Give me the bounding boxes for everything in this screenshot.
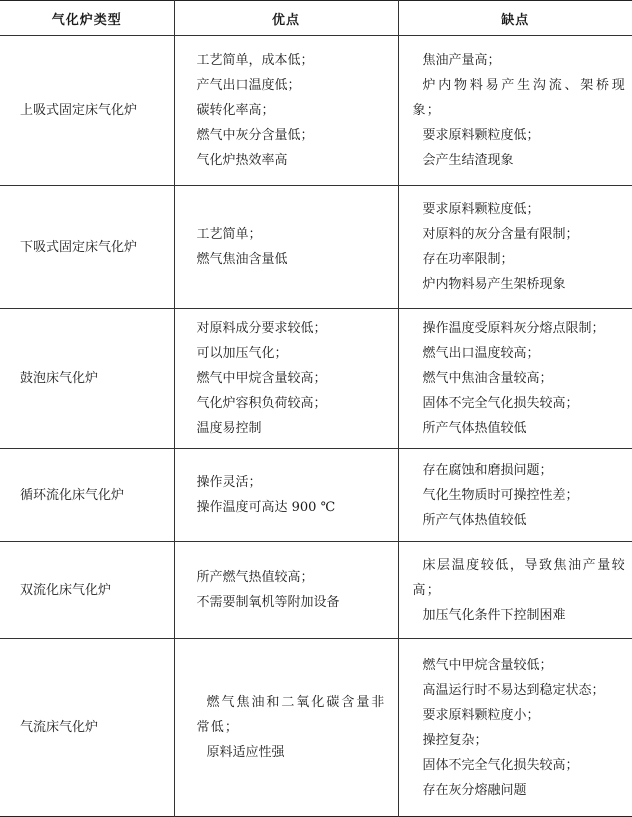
- cons-item: 存在功率限制；: [422, 252, 514, 267]
- pros-item: 产气出口温度低；: [196, 78, 301, 93]
- pros-item: 燃气中灰分含量低；: [196, 128, 314, 143]
- cons-item: 要求原料颗粒度小；: [422, 707, 540, 723]
- table-row: [0, 309, 632, 449]
- pros-item: 温度易控制: [196, 421, 262, 436]
- gasifier-type: 上吸式固定床气化炉: [0, 36, 174, 186]
- cons-item: 所产气体热值较低: [422, 512, 527, 528]
- header-cons: 缺点: [398, 1, 632, 36]
- pros-item: 所产燃气热值较高；: [196, 570, 314, 585]
- cons-cell: [398, 186, 632, 309]
- pros-item: 气化炉容积负荷较高；: [196, 396, 327, 411]
- table-row: [0, 36, 632, 186]
- pros-item: 燃气焦油和二氧化碳含量非常低；: [196, 695, 386, 735]
- table-row: [0, 186, 632, 309]
- cons-item: 对原料的灰分含量有限制；: [422, 227, 579, 242]
- pros-item: 操作灵活；: [196, 475, 262, 490]
- pros-cell: [174, 449, 398, 542]
- pros-item: 工艺简单；: [196, 227, 262, 242]
- header-type: 气化炉类型: [0, 1, 174, 36]
- pros-cell: [174, 36, 398, 186]
- cons-item: 床层温度较低，导致焦油产量较高；: [412, 557, 626, 598]
- cons-item: 固体不完全气化损失较高；: [422, 757, 579, 773]
- cons-item: 加压气化条件下控制困难: [422, 607, 566, 623]
- pros-item: 可以加压气化；: [196, 346, 288, 361]
- table-row: [0, 639, 632, 817]
- pros-item: 对原料成分要求较低；: [196, 321, 327, 336]
- pros-item: 气化炉热效率高: [196, 153, 288, 168]
- pros-cell: [174, 186, 398, 309]
- cons-item: 焦油产量高；: [422, 53, 501, 68]
- table-row: [0, 542, 632, 639]
- table-row: [0, 449, 632, 542]
- cons-item: 高温运行时不易达到稳定状态；: [422, 682, 605, 698]
- cons-item: 操控复杂；: [422, 732, 488, 748]
- gasifier-type: 气流床气化炉: [20, 720, 99, 735]
- gasifier-type: 循环流化床气化炉: [0, 449, 174, 542]
- table-header: [0, 1, 632, 36]
- cons-item: 要求原料颗粒度低；: [422, 128, 540, 143]
- cons-item: 会产生结渣现象: [422, 153, 514, 168]
- cons-item: 要求原料颗粒度低；: [422, 202, 540, 217]
- cons-item: 燃气中焦油含量较高；: [422, 371, 553, 386]
- cons-item: 燃气出口温度较高；: [422, 346, 540, 361]
- pros-item: 不需要制氧机等附加设备: [196, 595, 340, 610]
- gasifier-type: 鼓泡床气化炉: [0, 309, 174, 449]
- gasifier-type: 双流化床气化炉: [0, 542, 174, 639]
- pros-item: 操作温度可高达 900 ℃: [196, 500, 336, 515]
- cons-item: 固体不完全气化损失较高；: [422, 396, 579, 411]
- cons-cell: [398, 449, 632, 542]
- header-pros: 优点: [174, 1, 398, 36]
- cons-cell: [398, 542, 632, 639]
- header-row: [0, 1, 632, 36]
- cons-item: 存在腐蚀和磨损问题；: [422, 462, 553, 478]
- cons-item: 炉内物料易产生沟流、架桥现象；: [412, 78, 626, 118]
- cons-item: 炉内物料易产生架桥现象: [422, 277, 566, 292]
- pros-item: 原料适应性强: [206, 745, 285, 760]
- cons-item: 燃气中甲烷含量较低；: [422, 657, 553, 673]
- pros-cell: [174, 542, 398, 639]
- cons-item: 所产气体热值较低: [422, 421, 527, 436]
- cons-item: 气化生物质时可操控性差；: [422, 487, 579, 503]
- cons-item: 存在灰分熔融问题: [422, 782, 527, 798]
- cons-cell: [398, 309, 632, 449]
- cons-cell: [398, 639, 632, 817]
- cons-cell: [398, 36, 632, 186]
- pros-item: 燃气中甲烷含量较高；: [196, 371, 327, 386]
- pros-item: 工艺简单，成本低；: [196, 53, 314, 68]
- pros-cell: [174, 309, 398, 449]
- gasifier-type: 下吸式固定床气化炉: [0, 186, 174, 309]
- pros-item: 燃气焦油含量低: [196, 252, 288, 267]
- table-body: [0, 36, 632, 817]
- pros-cell: [174, 639, 398, 817]
- pros-item: 碳转化率高；: [196, 103, 275, 118]
- cons-item: 操作温度受原料灰分熔点限制；: [422, 321, 605, 336]
